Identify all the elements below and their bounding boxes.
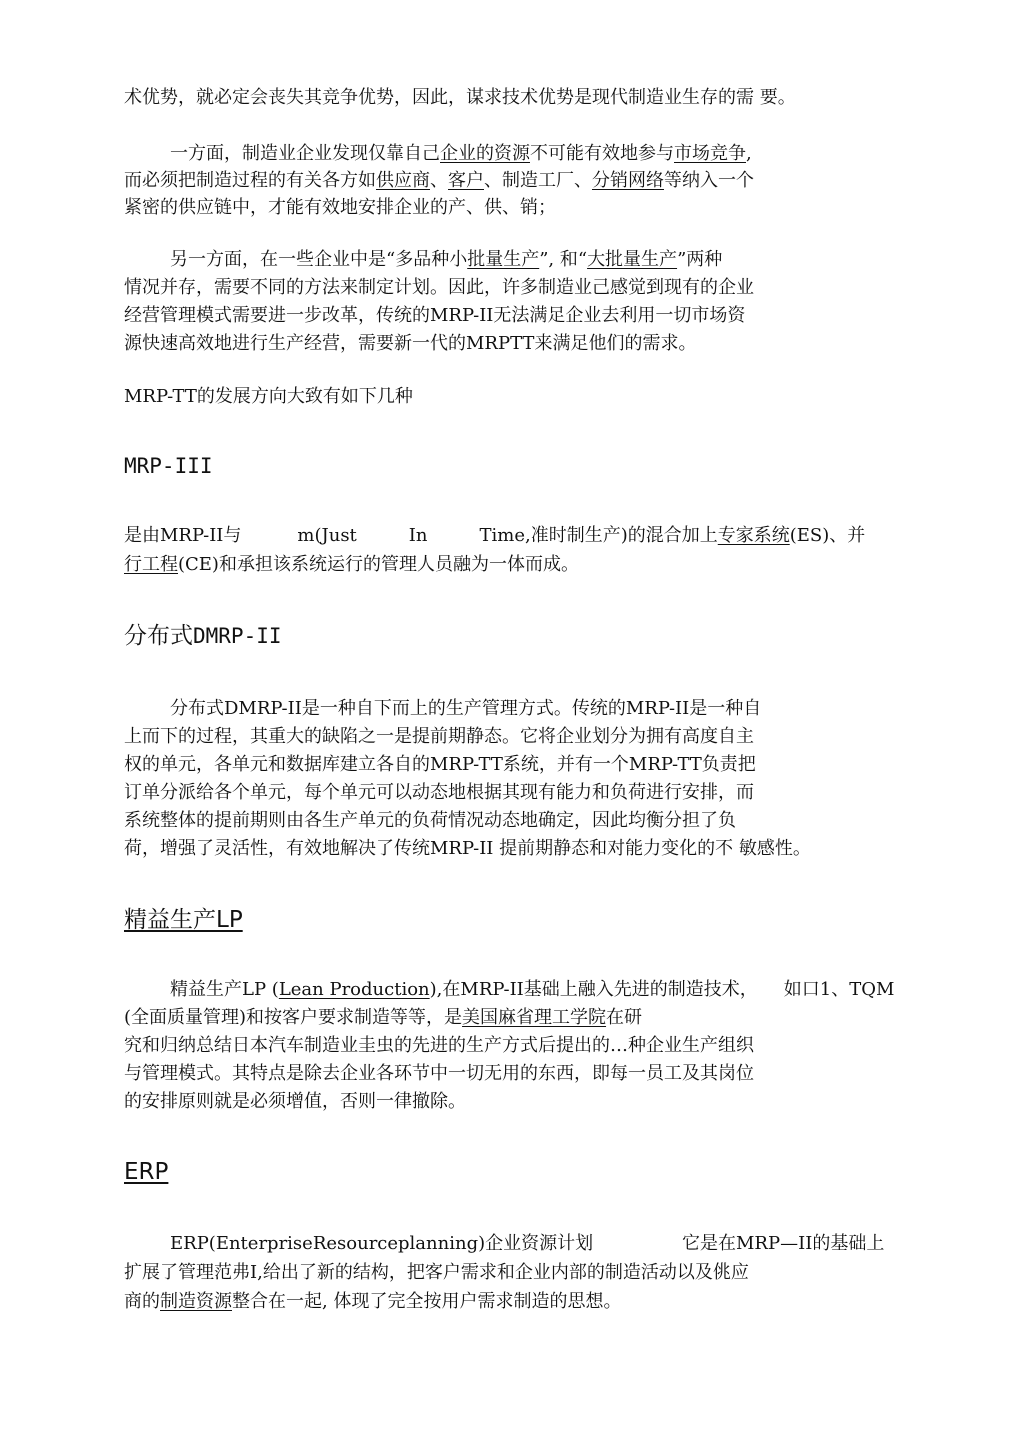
para1-text: 紧密的供应链中，才能有效地安排企业的产、供、销；: [124, 197, 556, 218]
link-distribution-network[interactable]: 分销网络: [592, 170, 664, 191]
link-expert-system[interactable]: 专家系统: [717, 525, 790, 546]
heading-mrp-iii: [124, 452, 213, 480]
heading-text: ERP: [124, 1159, 169, 1185]
dmrp-text: 分布式DMRP-II是一种自下而上的生产管理方式。传统的MRP-II是一种自: [170, 698, 762, 719]
link-enterprise-resources[interactable]: 企业的资源: [440, 143, 530, 164]
para2-text: ”, 和“: [539, 249, 588, 270]
intro-line: [124, 86, 796, 110]
link-concurrent-engineering[interactable]: 行工程: [124, 554, 178, 575]
para1-line1: [170, 142, 752, 166]
intro-text: 术优势，就必定会丧失其竞争优势，因此，谋求技术优势是现代制造业生存的需 要。: [124, 87, 796, 108]
lp-text: 精益生产LP (: [170, 979, 279, 1000]
dmrp-line4: [124, 781, 754, 805]
erp-text: ERP(EnterpriseResourceplanning)企业资源计划: [170, 1233, 594, 1254]
link-market-competition[interactable]: 市场竞争: [674, 143, 746, 164]
para1-text: 一方面，制造业企业发现仅靠自己: [170, 143, 440, 164]
para1-text: 、制造工厂、: [484, 170, 592, 191]
dmrp-text: 上而下的过程，其重大的缺陷之一是提前期静态。它将企业划分为拥有高度自主: [124, 726, 754, 747]
heading-text: DMRP-II: [193, 624, 282, 648]
dmrp-text: 荷，增强了灵活性，有效地解决了传统MRP-II 提前期静态和对能力变化的不 敏感性。: [124, 838, 811, 859]
heading-lean-production[interactable]: [124, 906, 243, 934]
erp-text: 扩展了管理范弗I,给出了新的结构，把客户需求和企业内部的制造活动以及佻应: [124, 1262, 749, 1283]
para1-line2: [124, 169, 754, 193]
lp-line1: [170, 978, 894, 1002]
heading-dmrp-ii: [124, 622, 282, 650]
dmrp-text: 系统整体的提前期则由各生产单元的负荷情况动态地确定，因此均衡分担了负: [124, 810, 736, 831]
link-batch-production[interactable]: 批量生产: [467, 249, 540, 270]
lp-line4: [124, 1062, 754, 1086]
lp-text: 如口1、TQM: [783, 979, 895, 1000]
lp-text: 在研: [606, 1007, 643, 1028]
dmrp-line5: [124, 809, 736, 833]
heading-text: 精益生产LP: [124, 907, 243, 933]
para2-line4: [124, 332, 696, 356]
erp-line3: [124, 1290, 621, 1314]
para1-text: 不可能有效地参与: [530, 143, 674, 164]
mrp3-text: In: [408, 525, 428, 546]
erp-text: 整合在一起, 体现了完全按用户需求制造的思想。: [232, 1291, 622, 1312]
lp-text: 的安排原则就是必须增值，否则一律撤除。: [124, 1091, 466, 1112]
directions-text: MRP-TT的发展方向大致有如下几种: [124, 386, 413, 407]
mrp3-text: 是由MRP-II与: [124, 525, 242, 546]
mrp3-text: Time,准时制生产)的混合加上: [479, 525, 718, 546]
dmrp-text: 订单分派给各个单元，每个单元可以动态地根据其现有能力和负荷进行安排，而: [124, 782, 754, 803]
lp-line2: [124, 1006, 642, 1030]
link-mit[interactable]: 美国麻省理工学院: [462, 1007, 607, 1028]
heading-text: MRP-III: [124, 454, 213, 478]
lp-text: 与管理模式。其特点是除去企业各环节中一切无用的东西，即每一员工及其岗位: [124, 1063, 754, 1084]
erp-text: 商的: [124, 1291, 160, 1312]
link-manufacturing-resources[interactable]: 制造资源: [160, 1291, 232, 1312]
dmrp-text: 权的单元，各单元和数据库建立各自的MRP-TT系统，并有一个MRP-TT负责把: [124, 754, 756, 775]
link-supplier[interactable]: 供应商: [376, 170, 430, 191]
para2-line1: [170, 248, 722, 272]
para1-line3: [124, 196, 556, 220]
erp-line1-right: [682, 1232, 884, 1256]
mrp3-text: m(Just: [297, 525, 357, 546]
link-mass-production[interactable]: 大批量生产: [587, 249, 678, 270]
para2-text: ”两种: [677, 249, 723, 270]
dmrp-line1: [170, 697, 761, 721]
erp-line2: [124, 1261, 749, 1285]
heading-erp[interactable]: [124, 1158, 168, 1186]
para2-text: 另一方面，在一些企业中是“多品种小: [170, 249, 468, 270]
dmrp-line6: [124, 837, 811, 861]
mrp3-line1: [124, 524, 865, 548]
erp-line1: [170, 1232, 593, 1256]
heading-text: 分布式: [124, 623, 193, 649]
mrp3-text: (CE)和承担该系统运行的管理人员融为一体而成。: [178, 554, 579, 575]
lp-text: (全面质量管理)和按客户要求制造等等，是: [124, 1007, 463, 1028]
para2-line3: [124, 304, 745, 328]
link-customer[interactable]: 客户: [448, 170, 484, 191]
mrp3-text: (ES)、并: [789, 525, 866, 546]
dmrp-line2: [124, 725, 754, 749]
mrp3-line2: [124, 553, 579, 577]
dmrp-line3: [124, 753, 756, 777]
lp-line5: [124, 1090, 466, 1114]
para2-line2: [124, 276, 754, 300]
para2-text: 源快速高效地进行生产经营，需要新一代的MRPTT来满足他们的需求。: [124, 333, 697, 354]
lp-text: ),在MRP-II基础上融入先进的制造技术，: [429, 979, 758, 1000]
para2-text: 情况并存，需要不同的方法来制定计划。因此，许多制造业己感觉到现有的企业: [124, 277, 754, 298]
para1-text: 、: [430, 170, 448, 191]
erp-text: 它是在MRP—II的基础上: [682, 1233, 885, 1254]
para1-text: ,: [746, 143, 752, 164]
link-lean-production[interactable]: Lean Production: [278, 979, 430, 1000]
lp-line3: [124, 1034, 754, 1058]
para2-text: 经营管理模式需要进一步改革，传统的MRP-II无法满足企业去利用一切市场资: [124, 305, 746, 326]
directions-line: [124, 385, 413, 409]
para1-text: 而必须把制造过程的有关各方如: [124, 170, 376, 191]
lp-text: 究和归纳总结日本汽车制造业圭虫的先进的生产方式后提出的…种企业生产组织: [124, 1035, 754, 1056]
para1-text: 等纳入一个: [664, 170, 754, 191]
